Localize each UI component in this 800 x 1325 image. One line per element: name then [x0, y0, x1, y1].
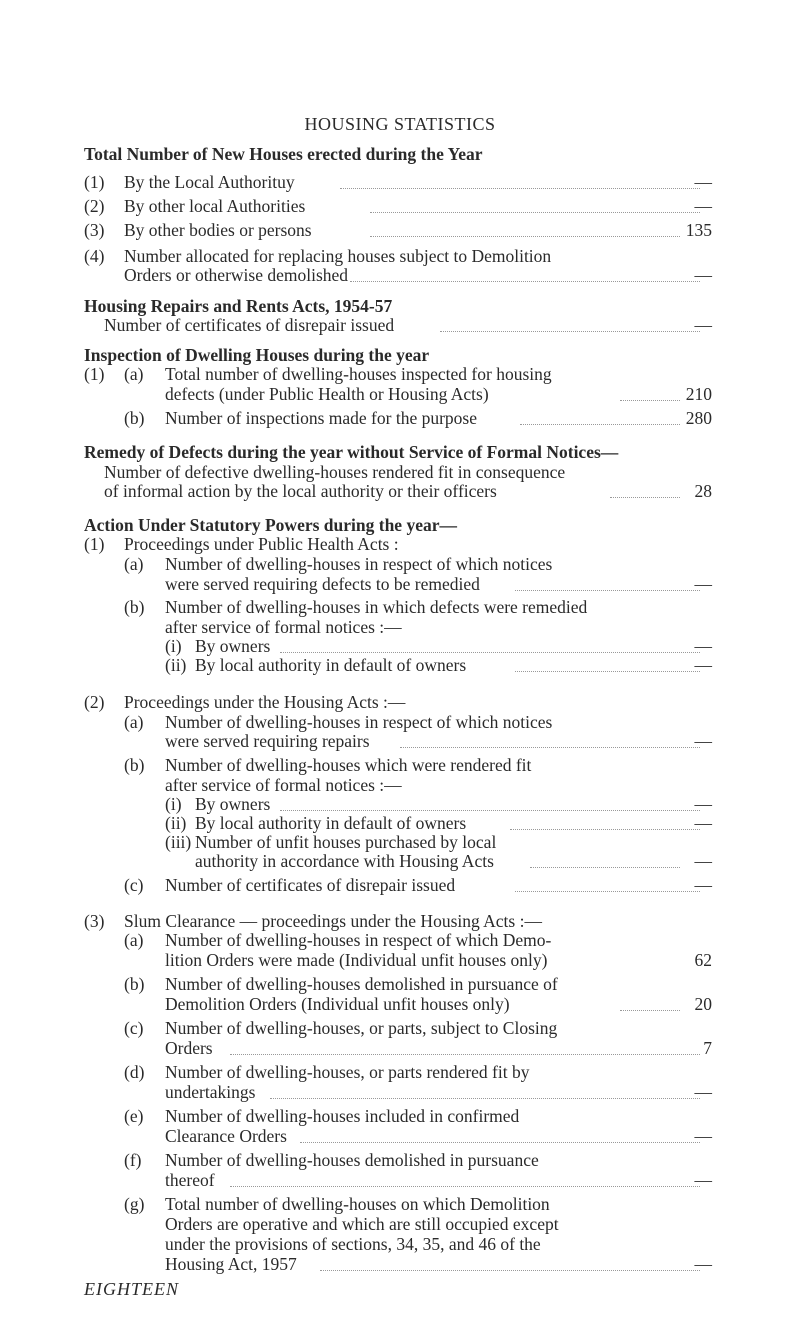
item-label: Demolition Orders (Individual unfit houses only)	[165, 994, 510, 1014]
item-value: 135	[685, 220, 712, 240]
item-label: Number of certificates of disrepair issued	[104, 315, 395, 335]
item-label: Clearance Orders	[165, 1126, 287, 1146]
dot-leader	[370, 212, 700, 213]
item-label: Number of certificates of disrepair issued	[165, 875, 456, 895]
item-value: —	[694, 813, 712, 833]
dot-leader	[270, 1098, 700, 1099]
item-value: —	[694, 851, 712, 871]
dot-leader	[370, 236, 680, 237]
item-roman: (iii)	[165, 832, 192, 852]
item-label: Number of dwelling-houses in respect of which Demo-	[165, 930, 552, 950]
item-number: (4)	[84, 246, 105, 266]
item-label: Number of dwelling-houses in which defects were remedied	[165, 597, 588, 617]
item-letter: (a)	[124, 364, 144, 384]
item-number: (2)	[84, 692, 105, 712]
item-label: Number of dwelling-houses demolished in pursuance	[165, 1150, 539, 1170]
item-number: (3)	[84, 911, 105, 931]
item-value: —	[694, 794, 712, 814]
item-letter: (a)	[124, 930, 144, 950]
item-letter: (d)	[124, 1062, 145, 1082]
item-label: Number of inspections made for the purpose	[165, 408, 478, 428]
item-value: —	[694, 265, 712, 285]
item-value: 7	[703, 1038, 712, 1058]
item-label: By local authority in default of owners	[195, 655, 467, 675]
item-label: By the Local Authorituy	[124, 172, 295, 192]
dot-leader	[620, 400, 680, 401]
item-number: (1)	[84, 172, 105, 192]
item-value: —	[694, 196, 712, 216]
item-value: —	[694, 315, 712, 335]
item-label: Number of dwelling-houses demolished in pursuance of	[165, 974, 558, 994]
item-label: Number of defective dwelling-houses rendered fit in consequence	[104, 462, 566, 482]
item-letter: (f)	[124, 1150, 142, 1170]
item-label: were served requiring repairs	[165, 731, 370, 751]
dot-leader	[515, 891, 700, 892]
item-letter: (b)	[124, 408, 145, 428]
item-roman: (i)	[165, 794, 182, 814]
item-value: —	[694, 1254, 712, 1274]
item-label: Total number of dwelling-houses on which Demolition	[165, 1194, 550, 1214]
section-heading-statutory-action: Action Under Statutory Powers during the year—	[84, 515, 457, 535]
item-label: Slum Clearance — proceedings under the Housing Acts :—	[124, 911, 542, 931]
dot-leader	[515, 671, 700, 672]
section-heading-remedy: Remedy of Defects during the year without Service of Formal Notices—	[84, 442, 619, 462]
page-number-footer: EIGHTEEN	[84, 1279, 179, 1299]
dot-leader	[340, 188, 700, 189]
item-label: of informal action by the local authority or their officers	[104, 481, 497, 501]
item-label: Number allocated for replacing houses subject to Demolition	[124, 246, 552, 266]
item-label: undertakings	[165, 1082, 256, 1102]
item-number: (1)	[84, 364, 105, 384]
item-number: (3)	[84, 220, 105, 240]
item-label: By other bodies or persons	[124, 220, 312, 240]
item-value: —	[694, 1126, 712, 1146]
item-roman: (ii)	[165, 813, 187, 833]
item-label: By owners	[195, 636, 271, 656]
item-letter: (b)	[124, 755, 145, 775]
item-letter: (a)	[124, 554, 144, 574]
item-label: Orders	[165, 1038, 213, 1058]
item-label: Total number of dwelling-houses inspected for housing	[165, 364, 552, 384]
item-value: —	[694, 636, 712, 656]
item-value: 210	[685, 384, 712, 404]
item-label: authority in accordance with Housing Acts	[195, 851, 494, 871]
item-value: —	[694, 731, 712, 751]
item-value: —	[694, 1082, 712, 1102]
item-letter: (c)	[124, 875, 144, 895]
item-label: Orders or otherwise demolished	[124, 265, 349, 285]
dot-leader	[620, 1010, 680, 1011]
item-label: Proceedings under Public Health Acts :	[124, 534, 399, 554]
item-label: By other local Authorities	[124, 196, 306, 216]
section-heading-new-houses: Total Number of New Houses erected during the Year	[84, 144, 483, 164]
item-label: Housing Act, 1957	[165, 1254, 297, 1274]
item-label: Number of dwelling-houses, or parts, subject to Closing	[165, 1018, 558, 1038]
item-label: Number of dwelling-houses in respect of which notices	[165, 554, 553, 574]
item-label: lition Orders were made (Individual unfit houses only)	[165, 950, 548, 970]
dot-leader	[300, 1142, 700, 1143]
section-heading-repairs-rents: Housing Repairs and Rents Acts, 1954-57	[84, 296, 393, 316]
dot-leader	[230, 1186, 700, 1187]
item-letter: (e)	[124, 1106, 144, 1126]
item-value: —	[694, 655, 712, 675]
item-label: Number of dwelling-houses, or parts rendered fit by	[165, 1062, 530, 1082]
page-title: HOUSING STATISTICS	[304, 114, 496, 134]
item-label: Number of unfit houses purchased by local	[195, 832, 497, 852]
item-value: 20	[694, 994, 712, 1014]
item-number: (1)	[84, 534, 105, 554]
item-label: By local authority in default of owners	[195, 813, 467, 833]
item-roman: (i)	[165, 636, 182, 656]
item-letter: (c)	[124, 1018, 144, 1038]
item-label: Number of dwelling-houses included in confirmed	[165, 1106, 520, 1126]
dot-leader	[320, 1270, 700, 1271]
dot-leader	[280, 652, 700, 653]
item-value: —	[694, 574, 712, 594]
item-label: were served requiring defects to be remedied	[165, 574, 480, 594]
item-value: 28	[694, 481, 712, 501]
dot-leader	[515, 590, 700, 591]
dot-leader	[520, 424, 680, 425]
dot-leader	[280, 810, 700, 811]
item-label: under the provisions of sections, 34, 35, and 46 of the	[165, 1234, 541, 1254]
item-label: after service of formal notices :—	[165, 617, 402, 637]
item-value: —	[694, 875, 712, 895]
item-label: By owners	[195, 794, 271, 814]
item-label: thereof	[165, 1170, 215, 1190]
item-letter: (g)	[124, 1194, 145, 1214]
item-label: after service of formal notices :—	[165, 775, 402, 795]
item-roman: (ii)	[165, 655, 187, 675]
dot-leader	[530, 867, 680, 868]
item-label: Number of dwelling-houses in respect of which notices	[165, 712, 553, 732]
dot-leader	[350, 281, 700, 282]
dot-leader	[610, 497, 680, 498]
item-label: Proceedings under the Housing Acts :—	[124, 692, 406, 712]
dot-leader	[510, 829, 700, 830]
item-letter: (b)	[124, 597, 145, 617]
dot-leader	[440, 331, 700, 332]
item-value: —	[694, 172, 712, 192]
item-value: —	[694, 1170, 712, 1190]
item-label: defects (under Public Health or Housing Acts)	[165, 384, 489, 404]
dot-leader	[230, 1054, 700, 1055]
item-value: 280	[685, 408, 712, 428]
item-letter: (b)	[124, 974, 145, 994]
section-heading-inspection: Inspection of Dwelling Houses during the year	[84, 345, 430, 365]
item-label: Orders are operative and which are still occupied except	[165, 1214, 559, 1234]
item-number: (2)	[84, 196, 105, 216]
item-label: Number of dwelling-houses which were rendered fit	[165, 755, 532, 775]
item-letter: (a)	[124, 712, 144, 732]
item-value: 62	[694, 950, 712, 970]
dot-leader	[400, 747, 700, 748]
